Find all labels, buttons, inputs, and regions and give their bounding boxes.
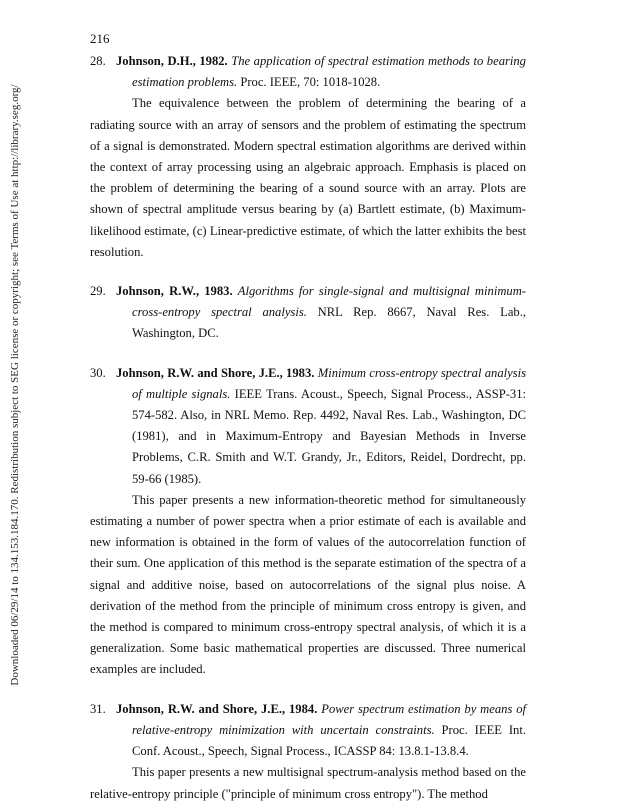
- reference-source: NRL Rep. 8667, Naval Res. Lab., Washington, DC.: [132, 305, 526, 341]
- reference-abstract: This paper presents a new multisignal spectrum-analysis method based on the relative-entropy principle ("principle of minimum cross entropy"). The method: [90, 765, 526, 801]
- reference-abstract: The equivalence between the problem of determining the bearing of a radiating source with an array of sensors and the problem of estimating the spectrum of a signal is demonstrated. Modern spectral estimation algorithms are derived within the context of array processing using an algebraic approach. Emphasis is placed on the problem of determining the bearing of a sound source with an array. Plots are shown of spectral amplitude versus bearing by (a) Bartlett estimate, (b) Maximum-likelihood estimate, (c) Linear-predictive estimate, of which the latter exhibits the best resolution.: [90, 96, 526, 259]
- download-watermark-text: Downloaded 06/29/14 to 134.153.184.170. Redistribution subject to SEG license or copyright; see Terms of Use at http://library.seg.org/: [9, 84, 21, 686]
- citation: [90, 281, 526, 345]
- reference-source: IEEE Trans. Acoust., Speech, Signal Process., ASSP-31: 574-582. Also, in NRL Memo. Rep. 4492, Naval Res. Lab., Washington, DC (1981), and in Maximum-Entropy and Bayesian Methods in Inverse Problems, C.R. Smith and W.T. Grandy, Jr., Editors, Reidel, Dordrecht, pp. 59-66 (1985).: [132, 386, 526, 486]
- reference-source: Proc. IEEE Int. Conf. Acoust., Speech, Signal Process., ICASSP 84: 13.8.1-13.8.4.: [132, 722, 526, 759]
- reference-list: [90, 51, 526, 805]
- reference-entry-29: [90, 281, 526, 345]
- reference-authors: Johnson, R.W., 1983.: [116, 284, 233, 299]
- page-number: 216: [90, 31, 110, 46]
- reference-entry-31: [90, 699, 526, 805]
- reference-number: 28.: [90, 54, 106, 68]
- reference-number: 31.: [90, 701, 106, 716]
- reference-authors: Johnson, R.W. and Shore, J.E., 1984.: [116, 701, 318, 716]
- reference-title: The application of spectral estimation methods to bearing estimation problems.: [132, 54, 526, 90]
- citation: [90, 363, 526, 490]
- reference-abstract: This paper presents a new information-theoretic method for simultaneously estimating a number of power spectra when a prior estimate of each is available and new information is obtained in the form of values of the autocorrelation function of their sum. One application of this method is the separate estimation of the spectra of a signal and additive noise, based on autocorrelations of the signal plus noise. A derivation of the method from the principle of minimum cross entropy is given, and the method is compared to minimum cross-entropy spectral analysis, of which it is a generalization. Some basic mathematical properties are discussed. Three numerical examples are included.: [90, 492, 526, 677]
- reference-source: Proc. IEEE, 70: 1018-1028.: [240, 75, 381, 90]
- citation: [90, 51, 526, 93]
- reference-title: Algorithms for single-signal and multisignal minimum-cross-entropy spectral analysis.: [132, 284, 526, 320]
- reference-entry-30: [90, 363, 526, 681]
- reference-title: Minimum cross-entropy spectral analysis of multiple signals.: [132, 365, 527, 401]
- reference-entry-28: [90, 51, 526, 263]
- reference-title: Power spectrum estimation by means of relative-entropy minimization with uncertain constraints.: [132, 701, 527, 737]
- reference-number: 30.: [90, 365, 106, 380]
- reference-authors: Johnson, D.H., 1982.: [116, 54, 228, 68]
- reference-authors: Johnson, R.W. and Shore, J.E., 1983.: [116, 365, 315, 380]
- reference-number: 29.: [90, 284, 106, 299]
- citation: [90, 699, 526, 763]
